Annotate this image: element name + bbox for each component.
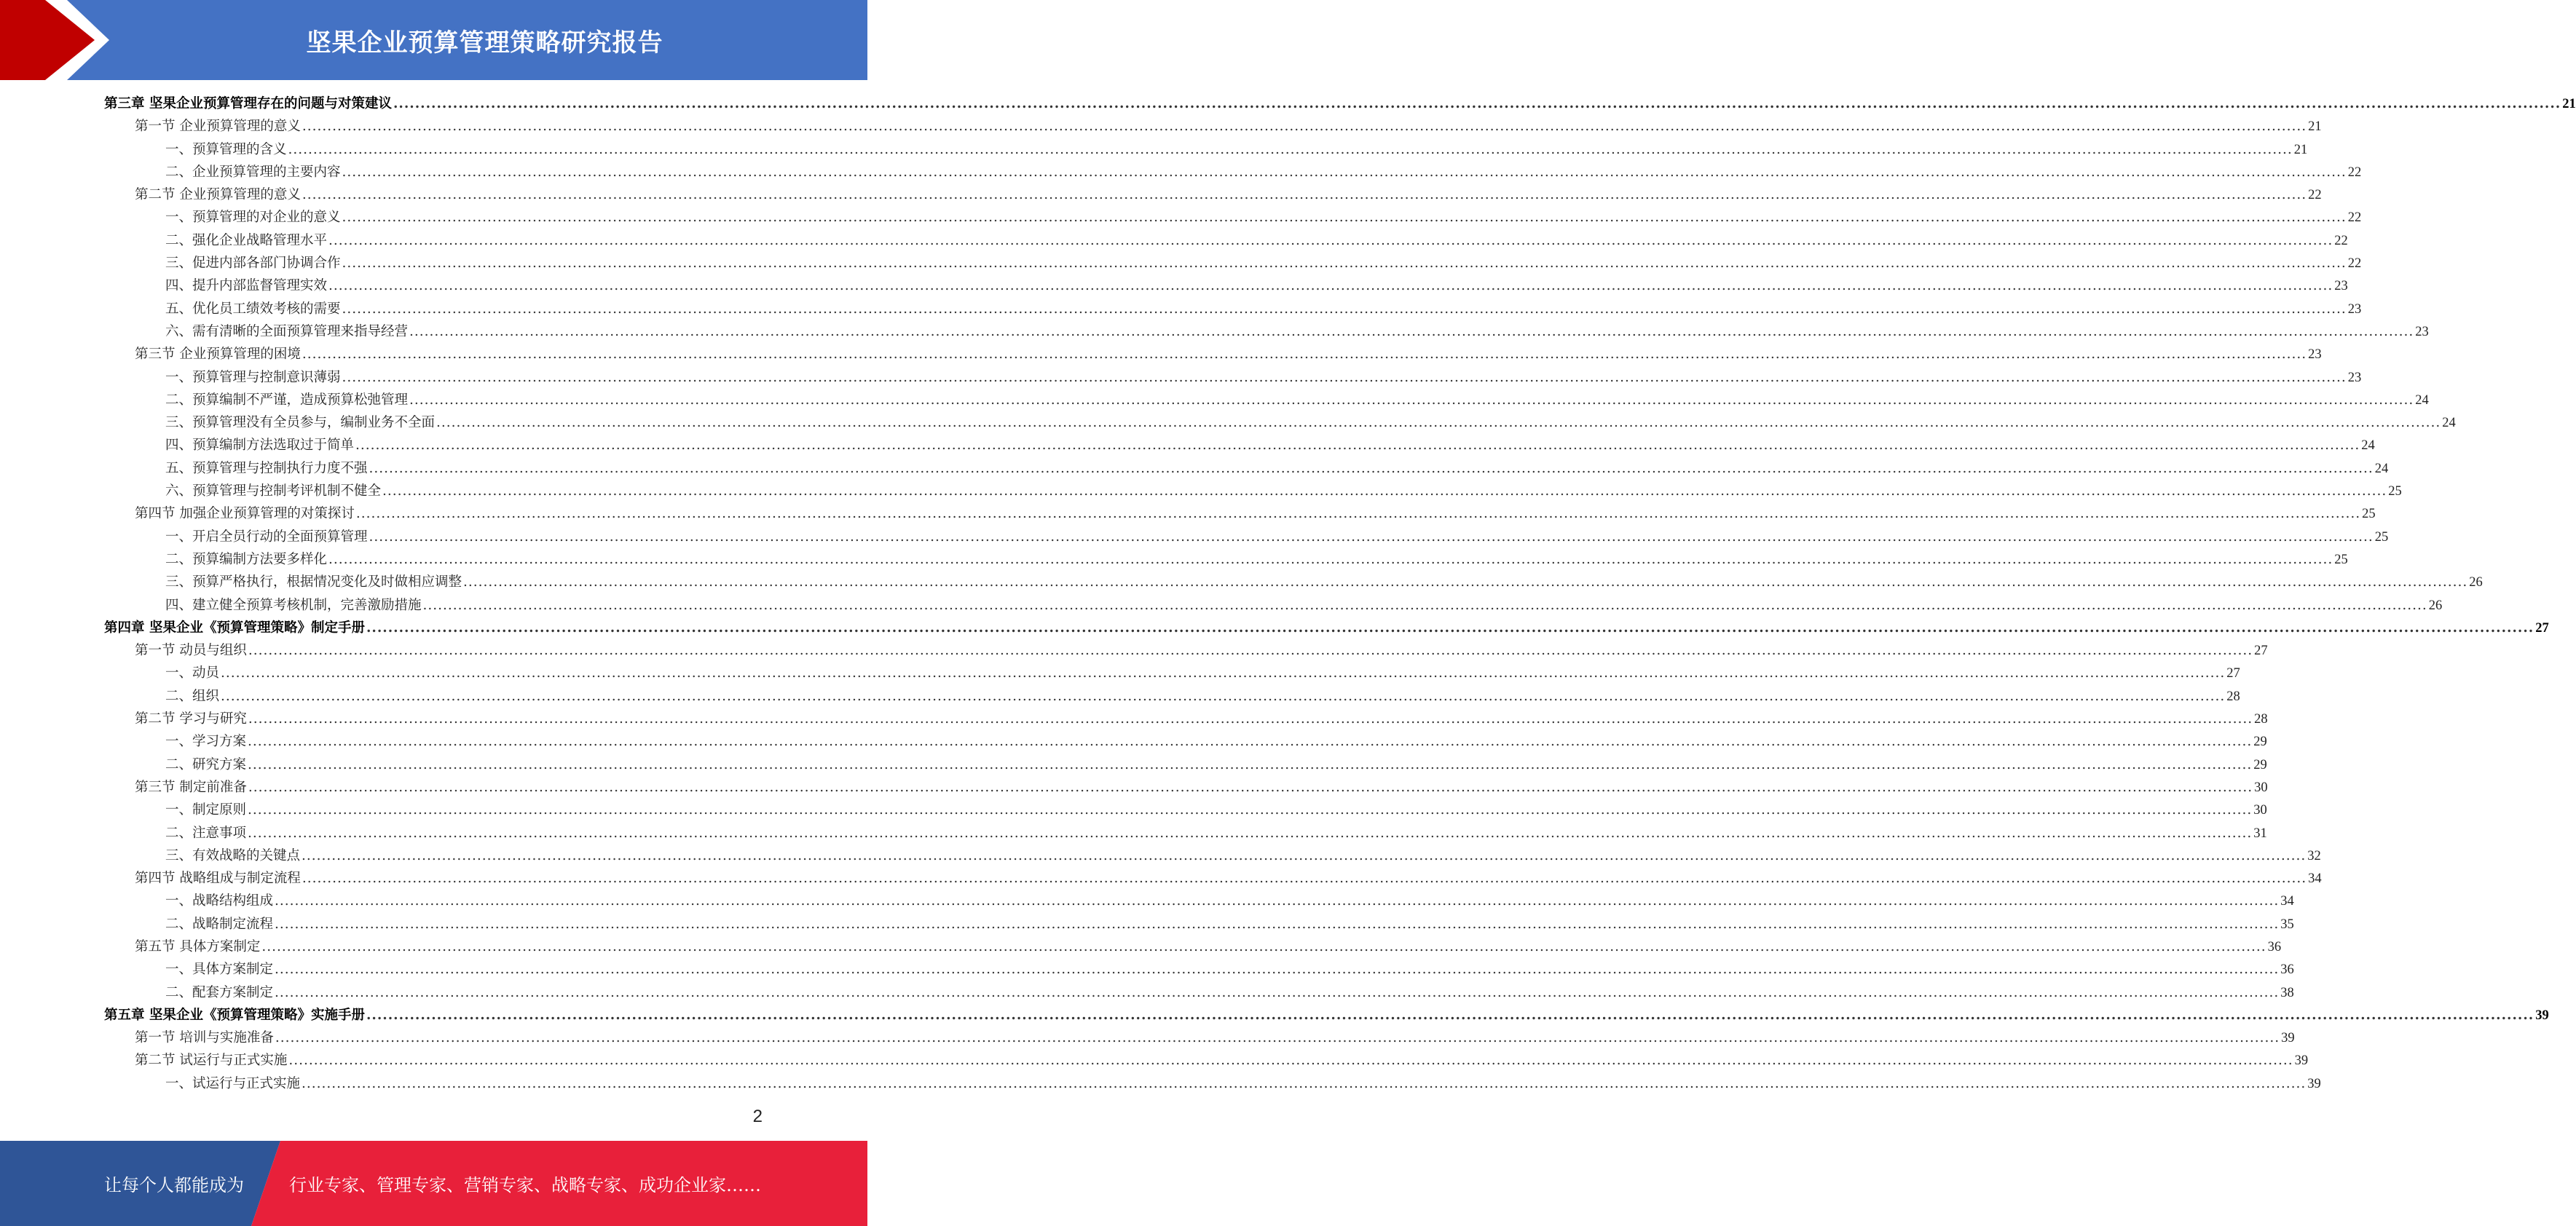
toc-page-number: 22 bbox=[2347, 256, 2362, 272]
toc-page-number: 32 bbox=[2307, 848, 2321, 863]
toc-section-entry[interactable] bbox=[104, 1027, 2295, 1050]
toc-page-number: 39 bbox=[2535, 1008, 2549, 1023]
toc-page-number: 34 bbox=[2308, 871, 2322, 887]
toc-chapter-entry[interactable] bbox=[104, 617, 2549, 640]
toc-subsection-entry[interactable] bbox=[104, 754, 2267, 777]
toc-page-number: 25 bbox=[2334, 552, 2348, 567]
toc-page-number: 29 bbox=[2253, 735, 2267, 750]
toc-dot-leader: ................................................................................................................................................................................................................................................................................................................................................................................................................ bbox=[409, 392, 2414, 408]
toc-page-number: 39 bbox=[2307, 1076, 2321, 1091]
toc-section-entry[interactable] bbox=[104, 640, 2268, 663]
toc-dot-leader: ................................................................................................................................................................................................................................................................................................................................................................................................................ bbox=[328, 551, 2333, 567]
toc-dot-leader: ................................................................................................................................................................................................................................................................................................................................................................................................................ bbox=[275, 1030, 2280, 1046]
footer-slogan-left: 让每个人都能成为 bbox=[104, 1175, 244, 1195]
toc-subsection-entry[interactable] bbox=[104, 275, 2348, 298]
toc-dot-leader: ................................................................................................................................................................................................................................................................................................................................................................................................................ bbox=[328, 278, 2333, 294]
toc-page-number: 25 bbox=[2374, 529, 2389, 545]
toc-entry-title: 第一节 动员与组织 bbox=[135, 643, 247, 659]
toc-entry-title: 二、预算编制不严谨，造成预算松弛管理 bbox=[165, 392, 409, 408]
toc-page-number: 21 bbox=[2562, 97, 2576, 111]
toc-page-number: 26 bbox=[2469, 575, 2483, 590]
toc-entry-title: 第四节 加强企业预算管理的对策探讨 bbox=[135, 506, 355, 522]
toc-dot-leader: ................................................................................................................................................................................................................................................................................................................................................................................................................ bbox=[248, 734, 2253, 750]
toc-entry-title: 第二节 学习与研究 bbox=[135, 711, 247, 727]
toc-entry-title: 一、制定原则 bbox=[165, 802, 247, 818]
toc-dot-leader: ................................................................................................................................................................................................................................................................................................................................................................................................................ bbox=[275, 893, 2280, 909]
toc-entry-title: 三、促进内部各部门协调合作 bbox=[165, 256, 341, 272]
toc-page-number: 27 bbox=[2226, 666, 2240, 681]
toc-dot-leader: ................................................................................................................................................................................................................................................................................................................................................................................................................ bbox=[463, 574, 2468, 590]
toc-entry-title: 二、研究方案 bbox=[165, 756, 247, 772]
toc-entry-title: 一、预算管理的对企业的意义 bbox=[165, 210, 341, 226]
toc-entry-title: 二、企业预算管理的主要内容 bbox=[165, 164, 341, 180]
toc-dot-leader: ................................................................................................................................................................................................................................................................................................................................................................................................................ bbox=[393, 96, 2561, 111]
toc-subsection-entry[interactable] bbox=[104, 845, 2321, 868]
toc-entry-title: 第二节 企业预算管理的意义 bbox=[135, 187, 301, 203]
toc-section-entry[interactable] bbox=[104, 1050, 2309, 1072]
toc-page-number: 35 bbox=[2280, 917, 2294, 932]
toc-entry-title: 一、预算管理的含义 bbox=[165, 141, 287, 157]
toc-page-number: 23 bbox=[2415, 324, 2429, 339]
toc-section-entry[interactable] bbox=[104, 184, 2322, 207]
toc-dot-leader: ................................................................................................................................................................................................................................................................................................................................................................................................................ bbox=[409, 323, 2414, 339]
toc-entry-title: 第三章 坚果企业预算管理存在的问题与对策建议 bbox=[104, 96, 392, 111]
toc-subsection-entry[interactable] bbox=[104, 367, 2362, 389]
toc-page-number: 31 bbox=[2253, 826, 2267, 841]
toc-page-number: 36 bbox=[2267, 939, 2282, 954]
toc-page-number: 30 bbox=[2253, 803, 2267, 818]
toc-dot-leader: ................................................................................................................................................................................................................................................................................................................................................................................................................ bbox=[248, 779, 2253, 795]
toc-page-number: 22 bbox=[2334, 233, 2348, 248]
toc-subsection-entry[interactable] bbox=[104, 572, 2483, 594]
toc-page-number: 34 bbox=[2280, 894, 2294, 909]
toc-page-number: 21 bbox=[2293, 142, 2308, 157]
toc-entry-title: 三、预算严格执行，根据情况变化及时做相应调整 bbox=[165, 574, 462, 590]
toc-dot-leader: ................................................................................................................................................................................................................................................................................................................................................................................................................ bbox=[275, 916, 2280, 932]
toc-dot-leader: ................................................................................................................................................................................................................................................................................................................................................................................................................ bbox=[382, 483, 2387, 499]
toc-dot-leader: ................................................................................................................................................................................................................................................................................................................................................................................................................ bbox=[248, 711, 2253, 727]
toc-dot-leader: ................................................................................................................................................................................................................................................................................................................................................................................................................ bbox=[355, 506, 2361, 522]
toc-subsection-entry[interactable] bbox=[104, 253, 2362, 275]
toc-subsection-entry[interactable] bbox=[104, 1073, 2321, 1096]
toc-page-number: 23 bbox=[2347, 370, 2362, 385]
toc-subsection-entry[interactable] bbox=[104, 139, 2308, 162]
toc-entry-title: 一、动员 bbox=[165, 665, 220, 681]
toc-subsection-entry[interactable] bbox=[104, 298, 2362, 321]
toc-dot-leader: ................................................................................................................................................................................................................................................................................................................................................................................................................ bbox=[355, 438, 2360, 454]
toc-dot-leader: ................................................................................................................................................................................................................................................................................................................................................................................................................ bbox=[422, 597, 2427, 613]
toc-subsection-entry[interactable] bbox=[104, 207, 2362, 229]
toc-section-entry[interactable] bbox=[104, 116, 2322, 138]
toc-section-entry[interactable] bbox=[104, 344, 2322, 366]
toc-dot-leader: ................................................................................................................................................................................................................................................................................................................................................................................................................ bbox=[342, 164, 2347, 180]
toc-page-number: 22 bbox=[2347, 165, 2362, 180]
page-footer bbox=[0, 1141, 867, 1226]
toc-dot-leader: ................................................................................................................................................................................................................................................................................................................................................................................................................ bbox=[366, 1007, 2534, 1023]
toc-dot-leader: ................................................................................................................................................................................................................................................................................................................................................................................................................ bbox=[302, 871, 2307, 887]
toc-dot-leader: ................................................................................................................................................................................................................................................................................................................................................................................................................ bbox=[342, 256, 2347, 272]
toc-entry-title: 一、学习方案 bbox=[165, 734, 247, 750]
toc-entry-title: 第四节 战略组成与制定流程 bbox=[135, 871, 301, 887]
toc-subsection-entry[interactable] bbox=[104, 731, 2267, 754]
toc-subsection-entry[interactable] bbox=[104, 230, 2348, 253]
toc-entry-title: 第五章 坚果企业《预算管理策略》实施手册 bbox=[104, 1007, 365, 1023]
toc-page-number: 24 bbox=[2374, 461, 2389, 476]
toc-entry-title: 二、战略制定流程 bbox=[165, 916, 274, 932]
toc-entry-title: 二、配套方案制定 bbox=[165, 984, 274, 1000]
page-number: 2 bbox=[752, 1107, 763, 1126]
toc-page-number: 22 bbox=[2308, 188, 2322, 203]
toc-chapter-entry[interactable] bbox=[104, 93, 2576, 116]
page-header bbox=[0, 0, 867, 80]
toc-page-number: 24 bbox=[2442, 416, 2456, 431]
toc-chapter-entry[interactable] bbox=[104, 1005, 2549, 1027]
toc-page-number: 23 bbox=[2334, 279, 2348, 294]
toc-entry-title: 三、有效战略的关键点 bbox=[165, 847, 301, 863]
toc-section-entry[interactable] bbox=[104, 868, 2322, 890]
toc-page-number: 25 bbox=[2388, 484, 2402, 499]
toc-entry-title: 第二节 试运行与正式实施 bbox=[135, 1053, 288, 1069]
toc-dot-leader: ................................................................................................................................................................................................................................................................................................................................................................................................................ bbox=[261, 938, 2266, 954]
toc-dot-leader: ................................................................................................................................................................................................................................................................................................................................................................................................................ bbox=[436, 415, 2441, 431]
toc-page-number: 29 bbox=[2253, 757, 2267, 772]
toc-subsection-entry[interactable] bbox=[104, 458, 2389, 480]
toc-entry-title: 三、预算管理没有全员参与，编制业务不全面 bbox=[165, 415, 436, 431]
toc-page-number: 21 bbox=[2308, 119, 2322, 135]
toc-entry-title: 四、预算编制方法选取过于简单 bbox=[165, 438, 355, 454]
toc-subsection-entry[interactable] bbox=[104, 823, 2267, 845]
toc-entry-title: 第三节 企业预算管理的困境 bbox=[135, 347, 301, 363]
toc-dot-leader: ................................................................................................................................................................................................................................................................................................................................................................................................................ bbox=[366, 620, 2534, 636]
toc-subsection-entry[interactable] bbox=[104, 549, 2348, 572]
toc-entry-title: 二、强化企业战略管理水平 bbox=[165, 232, 328, 248]
toc-dot-leader: ................................................................................................................................................................................................................................................................................................................................................................................................................ bbox=[302, 347, 2307, 363]
toc-page-number: 26 bbox=[2428, 598, 2443, 613]
table-of-contents bbox=[104, 93, 2576, 1096]
toc-entry-title: 一、战略结构组成 bbox=[165, 893, 274, 909]
toc-entry-title: 六、预算管理与控制考评机制不健全 bbox=[165, 483, 382, 499]
toc-page-number: 24 bbox=[2415, 392, 2429, 408]
toc-subsection-entry[interactable] bbox=[104, 686, 2240, 708]
toc-page-number: 28 bbox=[2254, 712, 2268, 727]
toc-entry-title: 一、具体方案制定 bbox=[165, 962, 274, 978]
toc-subsection-entry[interactable] bbox=[104, 982, 2294, 1005]
toc-section-entry[interactable] bbox=[104, 777, 2268, 799]
toc-subsection-entry[interactable] bbox=[104, 321, 2429, 344]
toc-dot-leader: ................................................................................................................................................................................................................................................................................................................................................................................................................ bbox=[369, 529, 2374, 545]
toc-subsection-entry[interactable] bbox=[104, 389, 2429, 412]
document-title: 坚果企业预算管理策略研究报告 bbox=[306, 28, 663, 58]
toc-entry-title: 二、预算编制方法要多样化 bbox=[165, 551, 328, 567]
toc-section-entry[interactable] bbox=[104, 503, 2376, 526]
toc-dot-leader: ................................................................................................................................................................................................................................................................................................................................................................................................................ bbox=[342, 369, 2347, 385]
toc-entry-title: 第三节 制定前准备 bbox=[135, 779, 247, 795]
toc-page-number: 39 bbox=[2294, 1053, 2309, 1069]
toc-page-number: 39 bbox=[2281, 1031, 2295, 1046]
toc-subsection-entry[interactable] bbox=[104, 595, 2443, 617]
toc-entry-title: 五、预算管理与控制执行力度不强 bbox=[165, 460, 368, 476]
toc-dot-leader: ................................................................................................................................................................................................................................................................................................................................................................................................................ bbox=[342, 301, 2347, 317]
toc-dot-leader: ................................................................................................................................................................................................................................................................................................................................................................................................................ bbox=[275, 984, 2280, 1000]
toc-page-number: 28 bbox=[2226, 689, 2240, 704]
toc-entry-title: 一、预算管理与控制意识薄弱 bbox=[165, 369, 341, 385]
toc-entry-title: 一、开启全员行动的全面预算管理 bbox=[165, 529, 368, 545]
toc-dot-leader: ................................................................................................................................................................................................................................................................................................................................................................................................................ bbox=[288, 1053, 2293, 1069]
toc-subsection-entry[interactable] bbox=[104, 914, 2294, 936]
toc-dot-leader: ................................................................................................................................................................................................................................................................................................................................................................................................................ bbox=[275, 962, 2280, 978]
toc-subsection-entry[interactable] bbox=[104, 435, 2375, 457]
toc-page-number: 24 bbox=[2361, 438, 2375, 454]
toc-entry-title: 第五节 具体方案制定 bbox=[135, 938, 261, 954]
toc-page-number: 36 bbox=[2280, 962, 2294, 978]
toc-subsection-entry[interactable] bbox=[104, 959, 2294, 981]
toc-entry-title: 四、提升内部监督管理实效 bbox=[165, 278, 328, 294]
toc-entry-title: 一、试运行与正式实施 bbox=[165, 1075, 301, 1091]
toc-dot-leader: ................................................................................................................................................................................................................................................................................................................................................................................................................ bbox=[302, 119, 2307, 135]
toc-page-number: 27 bbox=[2535, 620, 2549, 636]
toc-dot-leader: ................................................................................................................................................................................................................................................................................................................................................................................................................ bbox=[248, 756, 2253, 772]
toc-subsection-entry[interactable] bbox=[104, 799, 2267, 822]
toc-dot-leader: ................................................................................................................................................................................................................................................................................................................................................................................................................ bbox=[248, 825, 2253, 841]
toc-dot-leader: ................................................................................................................................................................................................................................................................................................................................................................................................................ bbox=[221, 665, 2226, 681]
toc-subsection-entry[interactable] bbox=[104, 162, 2362, 184]
toc-page-number: 23 bbox=[2347, 301, 2362, 317]
toc-entry-title: 第一节 企业预算管理的意义 bbox=[135, 119, 301, 135]
toc-page-number: 25 bbox=[2362, 507, 2376, 522]
toc-section-entry[interactable] bbox=[104, 708, 2268, 731]
toc-page-number: 30 bbox=[2254, 780, 2268, 795]
toc-dot-leader: ................................................................................................................................................................................................................................................................................................................................................................................................................ bbox=[369, 460, 2374, 476]
toc-page-number: 23 bbox=[2308, 347, 2322, 363]
toc-page-number: 27 bbox=[2254, 644, 2268, 659]
toc-entry-title: 第四章 坚果企业《预算管理策略》制定手册 bbox=[104, 620, 365, 636]
toc-dot-leader: ................................................................................................................................................................................................................................................................................................................................................................................................................ bbox=[221, 688, 2226, 704]
toc-dot-leader: ................................................................................................................................................................................................................................................................................................................................................................................................................ bbox=[248, 802, 2253, 818]
toc-page-number: 22 bbox=[2347, 210, 2362, 226]
toc-dot-leader: ................................................................................................................................................................................................................................................................................................................................................................................................................ bbox=[302, 847, 2307, 863]
toc-entry-title: 二、注意事项 bbox=[165, 825, 247, 841]
toc-entry-title: 第一节 培训与实施准备 bbox=[135, 1030, 274, 1046]
toc-dot-leader: ................................................................................................................................................................................................................................................................................................................................................................................................................ bbox=[288, 141, 2293, 157]
toc-entry-title: 六、需有清晰的全面预算管理来指导经营 bbox=[165, 323, 409, 339]
toc-section-entry[interactable] bbox=[104, 936, 2282, 959]
toc-dot-leader: ................................................................................................................................................................................................................................................................................................................................................................................................................ bbox=[302, 1075, 2307, 1091]
toc-dot-leader: ................................................................................................................................................................................................................................................................................................................................................................................................................ bbox=[328, 232, 2333, 248]
toc-page-number: 38 bbox=[2280, 985, 2294, 1000]
footer-slogan-right: 行业专家、管理专家、营销专家、战略专家、成功企业家…… bbox=[289, 1175, 761, 1195]
toc-subsection-entry[interactable] bbox=[104, 663, 2240, 685]
toc-entry-title: 二、组织 bbox=[165, 688, 220, 704]
toc-subsection-entry[interactable] bbox=[104, 412, 2456, 435]
toc-dot-leader: ................................................................................................................................................................................................................................................................................................................................................................................................................ bbox=[302, 187, 2307, 203]
toc-dot-leader: ................................................................................................................................................................................................................................................................................................................................................................................................................ bbox=[248, 643, 2253, 659]
toc-entry-title: 四、建立健全预算考核机制，完善激励措施 bbox=[165, 597, 422, 613]
toc-dot-leader: ................................................................................................................................................................................................................................................................................................................................................................................................................ bbox=[342, 210, 2347, 226]
toc-entry-title: 五、优化员工绩效考核的需要 bbox=[165, 301, 341, 317]
toc-subsection-entry[interactable] bbox=[104, 480, 2402, 503]
toc-subsection-entry[interactable] bbox=[104, 526, 2389, 549]
toc-subsection-entry[interactable] bbox=[104, 890, 2294, 913]
